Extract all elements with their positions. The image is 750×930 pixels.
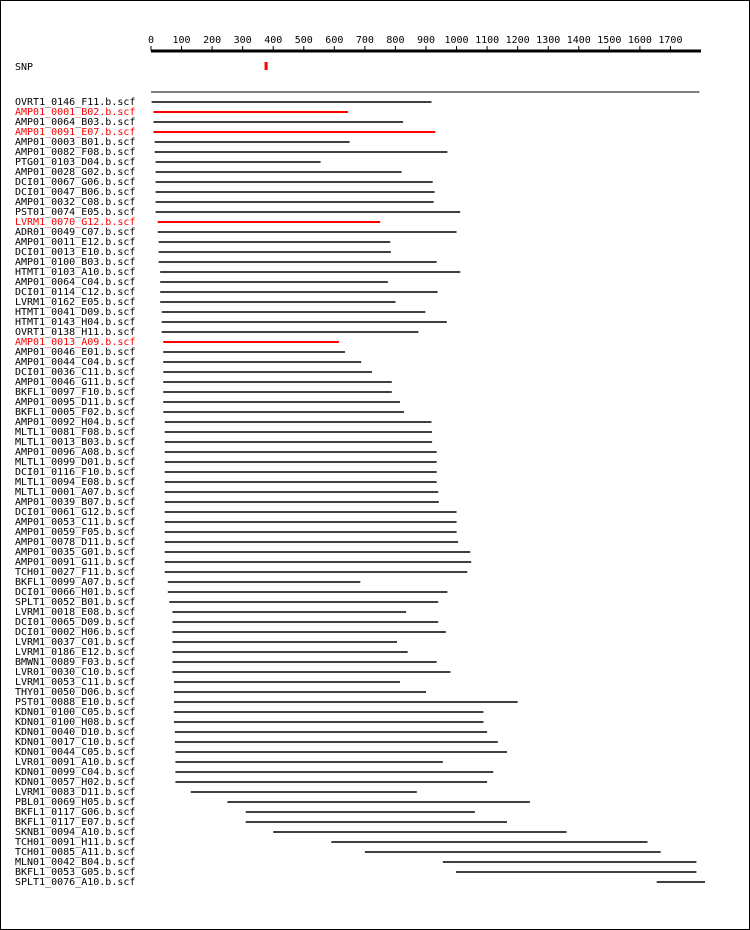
read-name[interactable]: LVRM1_0083_D11.b.scf: [15, 787, 136, 798]
read-name[interactable]: HTMT1_0143_H04.b.scf: [15, 317, 136, 328]
read-name[interactable]: KDN01_0057_H02.b.scf: [15, 777, 136, 788]
read-name[interactable]: BKFL1_0097_F10.b.scf: [15, 387, 136, 398]
read-name[interactable]: TCH01_0027_F11.b.scf: [15, 567, 136, 578]
read-name[interactable]: AMP01_0035_G01.b.scf: [15, 547, 136, 558]
axis-tick-label: 200: [203, 35, 222, 46]
read-name[interactable]: HTMT1_0041_D09.b.scf: [15, 307, 136, 318]
read-name[interactable]: AMP01_0053_C11.b.scf: [15, 517, 136, 528]
read-name[interactable]: DCI01_0114_C12.b.scf: [15, 287, 136, 298]
read-name[interactable]: BKFL1_0053_G05.b.scf: [15, 867, 136, 878]
read-name[interactable]: KDN01_0099_C04.b.scf: [15, 767, 136, 778]
axis-tick-label: 1400: [566, 35, 591, 46]
axis-tick-label: 1600: [627, 35, 652, 46]
read-list: [15, 97, 705, 888]
read-name[interactable]: AMP01_0096_A08.b.scf: [15, 447, 136, 458]
read-name[interactable]: BKFL1_0099_A07.b.scf: [15, 577, 136, 588]
read-row: [15, 877, 705, 888]
read-name[interactable]: AMP01_0013_A09.b.scf: [15, 337, 136, 348]
read-name[interactable]: LVR01_0030_C10.b.scf: [15, 667, 136, 678]
read-name[interactable]: MLTL1_0001_A07.b.scf: [15, 487, 136, 498]
read-name[interactable]: DCI01_0066_H01.b.scf: [15, 587, 136, 598]
read-name[interactable]: KDN01_0100_C05.b.scf: [15, 707, 136, 718]
axis-tick-label: 1200: [505, 35, 530, 46]
read-name[interactable]: LVRM1_0070_G12.b.scf: [15, 217, 136, 228]
read-name[interactable]: KDN01_0017_C10.b.scf: [15, 737, 136, 748]
read-name[interactable]: PBL01_0069_H05.b.scf: [15, 797, 136, 808]
axis-tick-label: 1300: [536, 35, 561, 46]
axis-tick-label: 600: [325, 35, 344, 46]
axis-tick-label: 800: [386, 35, 405, 46]
read-name[interactable]: DCI01_0036_C11.b.scf: [15, 367, 136, 378]
read-name[interactable]: LVR01_0091_A10.b.scf: [15, 757, 136, 768]
read-name[interactable]: AMP01_0059_F05.b.scf: [15, 527, 136, 538]
read-name[interactable]: DCI01_0067_G06.b.scf: [15, 177, 136, 188]
axis-tick-label: 400: [264, 35, 283, 46]
axis-tick-label: 300: [233, 35, 252, 46]
read-name[interactable]: AMP01_0028_G02.b.scf: [15, 167, 136, 178]
axis-tick-label: 700: [355, 35, 374, 46]
read-name[interactable]: LVRM1_0018_E08.b.scf: [15, 607, 136, 618]
read-name[interactable]: AMP01_0091_E07.b.scf: [15, 127, 136, 138]
read-name[interactable]: MLTL1_0094_E08.b.scf: [15, 477, 136, 488]
read-name[interactable]: AMP01_0100_B03.b.scf: [15, 257, 136, 268]
read-name[interactable]: BKFL1_0117_G06.b.scf: [15, 807, 136, 818]
read-name[interactable]: DCI01_0065_D09.b.scf: [15, 617, 136, 628]
axis-tick-label: 500: [294, 35, 313, 46]
read-name[interactable]: DCI01_0061_G12.b.scf: [15, 507, 136, 518]
read-name[interactable]: AMP01_0064_B03.b.scf: [15, 117, 136, 128]
read-name[interactable]: PST01_0088_E10.b.scf: [15, 697, 136, 708]
read-name[interactable]: AMP01_0046_G11.b.scf: [15, 377, 136, 388]
read-name[interactable]: AMP01_0039_B07.b.scf: [15, 497, 136, 508]
read-name[interactable]: AMP01_0095_D11.b.scf: [15, 397, 136, 408]
read-name[interactable]: SPLT1_0052_B01.b.scf: [15, 597, 136, 608]
read-name[interactable]: THY01_0050_D06.b.scf: [15, 687, 136, 698]
axis-tick-label: 1100: [475, 35, 500, 46]
axis-tick-label: 1500: [597, 35, 622, 46]
read-name[interactable]: MLTL1_0013_B03.b.scf: [15, 437, 136, 448]
read-name[interactable]: DCI01_0047_B06.b.scf: [15, 187, 136, 198]
position-axis: [148, 35, 701, 51]
read-name[interactable]: BKFL1_0005_F02.b.scf: [15, 407, 136, 418]
read-name[interactable]: KDN01_0044_C05.b.scf: [15, 747, 136, 758]
read-name[interactable]: AMP01_0044_C04.b.scf: [15, 357, 136, 368]
read-name[interactable]: MLN01_0042_B04.b.scf: [15, 857, 136, 868]
read-name[interactable]: LVRM1_0186_E12.b.scf: [15, 647, 136, 658]
read-name[interactable]: AMP01_0003_B01.b.scf: [15, 137, 136, 148]
snp-label: SNP: [15, 62, 34, 73]
read-name[interactable]: DCI01_0116_F10.b.scf: [15, 467, 136, 478]
read-name[interactable]: KDN01_0100_H08.b.scf: [15, 717, 136, 728]
read-name[interactable]: TCH01_0085_A11.b.scf: [15, 847, 136, 858]
read-name[interactable]: BMWN1_0089_F03.b.scf: [15, 657, 136, 668]
read-name[interactable]: AMP01_0092_H04.b.scf: [15, 417, 136, 428]
read-name[interactable]: KDN01_0040_D10.b.scf: [15, 727, 136, 738]
read-name[interactable]: SPLT1_0076_A10.b.scf: [15, 877, 136, 888]
read-name[interactable]: AMP01_0078_D11.b.scf: [15, 537, 136, 548]
read-name[interactable]: MLTL1_0081_F08.b.scf: [15, 427, 136, 438]
read-name[interactable]: HTMT1_0103_A10.b.scf: [15, 267, 136, 278]
axis-tick-label: 0: [147, 35, 155, 46]
read-name[interactable]: AMP01_0032_C08.b.scf: [15, 197, 136, 208]
axis-tick-label: 100: [172, 35, 191, 46]
alignment-diagram: [1, 1, 749, 929]
snp-marker: [265, 62, 268, 70]
read-name[interactable]: MLTL1_0099_D01.b.scf: [15, 457, 136, 468]
read-name[interactable]: AMP01_0001_B02.b.scf: [15, 107, 136, 118]
axis-tick-label: 900: [416, 35, 436, 46]
read-name[interactable]: BKFL1_0117_E07.b.scf: [15, 817, 136, 828]
read-name[interactable]: OVRT1_0138_H11.b.scf: [15, 327, 136, 338]
read-name[interactable]: ADR01_0049_C07.b.scf: [15, 227, 136, 238]
read-name[interactable]: DCI01_0002_H06.b.scf: [15, 627, 136, 638]
read-name[interactable]: LVRM1_0053_C11.b.scf: [15, 677, 136, 688]
read-name[interactable]: AMP01_0082_F08.b.scf: [15, 147, 136, 158]
snp-track: [15, 62, 268, 73]
read-name[interactable]: LVRM1_0162_E05.b.scf: [15, 297, 136, 308]
read-name[interactable]: SKNB1_0094_A10.b.scf: [15, 827, 136, 838]
read-name[interactable]: AMP01_0064_C04.b.scf: [15, 277, 136, 288]
read-name[interactable]: DCI01_0013_E10.b.scf: [15, 247, 136, 258]
read-name[interactable]: TCH01_0091_H11.b.scf: [15, 837, 136, 848]
read-name[interactable]: OVRT1_0146_F11.b.scf: [15, 97, 136, 108]
axis-tick-label: 1000: [444, 35, 469, 46]
read-name[interactable]: PST01_0074_E05.b.scf: [15, 207, 136, 218]
read-name[interactable]: AMP01_0046_E01.b.scf: [15, 347, 136, 358]
read-name[interactable]: LVRM1_0037_C01.b.scf: [15, 637, 136, 648]
read-name[interactable]: AMP01_0011_E12.b.scf: [15, 237, 136, 248]
read-name[interactable]: PTG01_0103_D04.b.scf: [15, 157, 136, 168]
axis-tick-label: 1700: [658, 35, 683, 46]
read-name[interactable]: AMP01_0091_G11.b.scf: [15, 557, 136, 568]
